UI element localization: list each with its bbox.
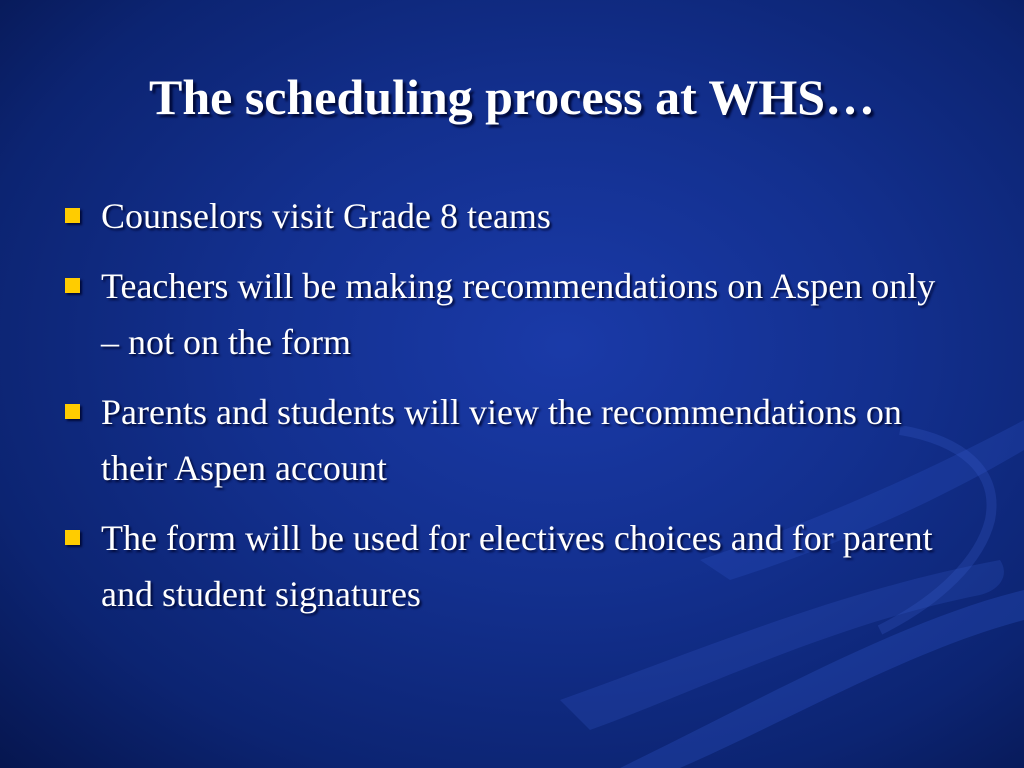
bullet-item — [60, 188, 960, 244]
bullet-text: Parents and students will view the recommendations on their Aspen account — [101, 392, 902, 488]
bullet-item — [60, 384, 960, 496]
square-bullet-icon — [65, 530, 80, 545]
bullet-text: The form will be used for electives choices and for parent and student signatures — [101, 518, 933, 614]
square-bullet-icon — [65, 208, 80, 223]
bullet-list — [60, 188, 960, 636]
bullet-text: Teachers will be making recommendations on Aspen only – not on the form — [101, 266, 936, 362]
bullet-item — [60, 510, 960, 622]
bullet-item — [60, 258, 960, 370]
slide-title: The scheduling process at WHS… — [148, 69, 876, 125]
square-bullet-icon — [65, 404, 80, 419]
bullet-text: Counselors visit Grade 8 teams — [101, 196, 551, 236]
square-bullet-icon — [65, 278, 80, 293]
